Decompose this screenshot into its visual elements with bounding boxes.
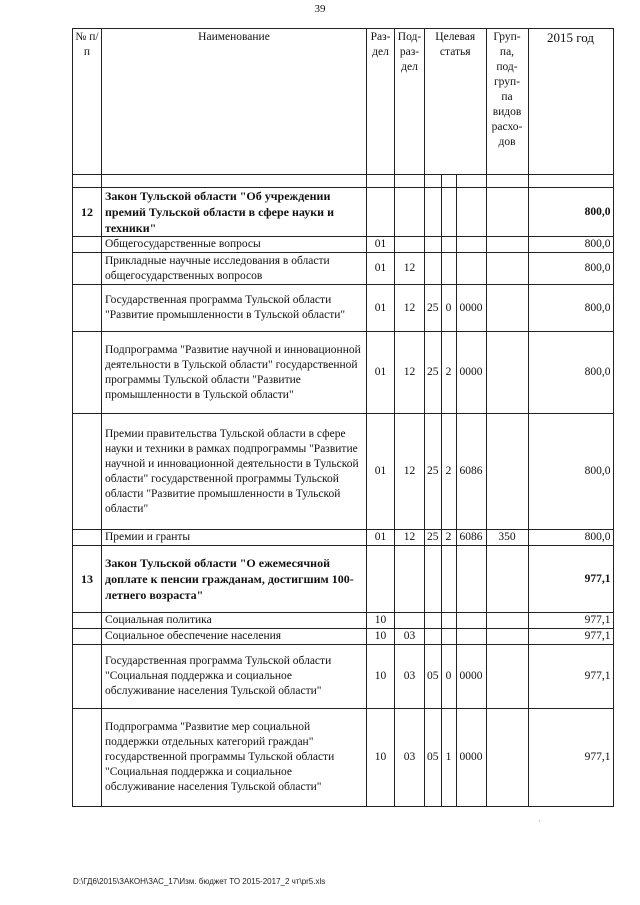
row-podrazdel — [395, 237, 425, 253]
row-razdel: 01 — [367, 530, 395, 546]
row-target-subprogram — [441, 237, 456, 253]
row-podrazdel: 03 — [395, 645, 425, 709]
row-target-direction: 6086 — [456, 530, 486, 546]
budget-table — [72, 28, 614, 807]
row-podrazdel: 12 — [395, 285, 425, 332]
row-target-direction — [456, 629, 486, 645]
row-target-direction: 6086 — [456, 414, 486, 530]
row-name: Подпрограмма "Развитие мер социальной поддержки отдельных категорий граждан" государственной программы Тульской области "Социальная поддержка и социальное обслуживание населения Тульской области" — [102, 709, 367, 807]
scan-mark: · — [538, 817, 541, 826]
row-target-direction: 0000 — [456, 332, 486, 414]
row-expense-group — [486, 332, 528, 414]
row-target-subprogram — [441, 629, 456, 645]
row-amount: 977,1 — [528, 629, 613, 645]
table-row — [73, 332, 614, 414]
row-podrazdel: 12 — [395, 530, 425, 546]
row-podrazdel: 12 — [395, 332, 425, 414]
row-podrazdel: 12 — [395, 253, 425, 285]
row-amount: 800,0 — [528, 237, 613, 253]
table-row — [73, 414, 614, 530]
row-amount: 800,0 — [528, 332, 613, 414]
row-target-direction — [456, 613, 486, 629]
header-target-article: Целевая статья — [425, 29, 487, 175]
row-name: Социальная политика — [102, 613, 367, 629]
row-expense-group — [486, 613, 528, 629]
row-target-direction: 0000 — [456, 285, 486, 332]
row-razdel — [367, 546, 395, 613]
row-name: Общегосударственные вопросы — [102, 237, 367, 253]
table-row — [73, 530, 614, 546]
row-target-program: 25 — [425, 530, 442, 546]
table-row — [73, 645, 614, 709]
row-target-program: 25 — [425, 285, 442, 332]
row-amount: 977,1 — [528, 709, 613, 807]
row-target-direction — [456, 546, 486, 613]
row-razdel: 10 — [367, 613, 395, 629]
row-target-program: 05 — [425, 709, 442, 807]
row-expense-group — [486, 285, 528, 332]
row-target-program — [425, 237, 442, 253]
row-podrazdel — [395, 546, 425, 613]
table-row — [73, 285, 614, 332]
row-razdel: 01 — [367, 253, 395, 285]
row-expense-group — [486, 237, 528, 253]
row-target-subprogram — [441, 253, 456, 285]
row-podrazdel: 12 — [395, 414, 425, 530]
row-razdel: 10 — [367, 709, 395, 807]
header-num: № п/п — [73, 29, 102, 175]
row-target-program — [425, 546, 442, 613]
row-target-program — [425, 253, 442, 285]
row-name: Социальное обеспечение населения — [102, 629, 367, 645]
row-expense-group — [486, 414, 528, 530]
row-name: Премии правительства Тульской области в сфере науки и техники в рамках подпрограммы "Развитие научной и инновационной деятельности в Тульской области" государственной программы Тульской области "Развитие промышленности в Тульской области" — [102, 414, 367, 530]
row-name: Премии и гранты — [102, 530, 367, 546]
row-amount: 800,0 — [528, 530, 613, 546]
table-row — [73, 709, 614, 807]
table-row — [73, 546, 614, 613]
row-target-subprogram — [441, 546, 456, 613]
row-podrazdel: 03 — [395, 709, 425, 807]
row-expense-group: 350 — [486, 530, 528, 546]
table-row — [73, 188, 614, 237]
row-name: Закон Тульской области "Об учреждении премий Тульской области в сфере науки и техники" — [102, 188, 367, 237]
row-amount: 977,1 — [528, 546, 613, 613]
page-number: 39 — [314, 3, 326, 15]
row-target-program: 25 — [425, 414, 442, 530]
row-expense-group — [486, 709, 528, 807]
row-number: 12 — [73, 188, 102, 237]
row-razdel: 01 — [367, 332, 395, 414]
row-target-direction — [456, 237, 486, 253]
row-expense-group — [486, 188, 528, 237]
table-row — [73, 613, 614, 629]
row-podrazdel — [395, 188, 425, 237]
row-target-subprogram: 0 — [441, 645, 456, 709]
row-amount: 800,0 — [528, 253, 613, 285]
header-expense-group: Груп-па, под-груп-па видов расхо-дов — [486, 29, 528, 175]
header-podrazdel: Под-раз-дел — [395, 29, 425, 175]
row-target-program — [425, 613, 442, 629]
row-amount: 800,0 — [528, 414, 613, 530]
row-razdel: 01 — [367, 414, 395, 530]
row-expense-group — [486, 546, 528, 613]
row-name: Государственная программа Тульской области "Развитие промышленности в Тульской области" — [102, 285, 367, 332]
row-target-program — [425, 629, 442, 645]
row-target-subprogram: 0 — [441, 285, 456, 332]
file-path-footer: D:\ГД6\2015\ЗАКОН\ЗАС_17\Изм. бюджет ТО 2015-2017_2 чт\pr5.xls — [73, 877, 326, 886]
row-target-direction — [456, 253, 486, 285]
header-row — [73, 29, 614, 175]
row-razdel: 01 — [367, 285, 395, 332]
row-razdel — [367, 188, 395, 237]
row-target-program: 25 — [425, 332, 442, 414]
row-number: 13 — [73, 546, 102, 613]
row-amount: 800,0 — [528, 188, 613, 237]
row-target-subprogram: 2 — [441, 530, 456, 546]
row-podrazdel — [395, 613, 425, 629]
row-target-program: 05 — [425, 645, 442, 709]
row-target-subprogram: 2 — [441, 332, 456, 414]
header-razdel: Раз-дел — [367, 29, 395, 175]
table-row — [73, 237, 614, 253]
table-row — [73, 629, 614, 645]
row-target-subprogram — [441, 188, 456, 237]
row-expense-group — [486, 629, 528, 645]
row-target-subprogram: 2 — [441, 414, 456, 530]
row-name: Государственная программа Тульской области "Социальная поддержка и социальное обслуживание населения Тульской области" — [102, 645, 367, 709]
row-target-subprogram — [441, 613, 456, 629]
row-razdel: 01 — [367, 237, 395, 253]
row-target-direction — [456, 188, 486, 237]
row-podrazdel: 03 — [395, 629, 425, 645]
row-amount: 800,0 — [528, 285, 613, 332]
row-name: Прикладные научные исследования в области общегосударственных вопросов — [102, 253, 367, 285]
row-target-direction: 0000 — [456, 645, 486, 709]
row-razdel: 10 — [367, 629, 395, 645]
header-year: 2015 год — [528, 29, 613, 175]
row-name: Закон Тульской области "О ежемесячной доплате к пенсии гражданам, достигшим 100-летнего возраста" — [102, 546, 367, 613]
spacer-row — [73, 175, 614, 188]
row-target-direction: 0000 — [456, 709, 486, 807]
row-target-subprogram: 1 — [441, 709, 456, 807]
header-name: Наименование — [102, 29, 367, 175]
row-expense-group — [486, 645, 528, 709]
table-row — [73, 253, 614, 285]
row-amount: 977,1 — [528, 613, 613, 629]
row-name: Подпрограмма "Развитие научной и инновационной деятельности в Тульской области" государственной программы Тульской области "Развитие промышленности в Тульской области" — [102, 332, 367, 414]
row-razdel: 10 — [367, 645, 395, 709]
row-amount: 977,1 — [528, 645, 613, 709]
row-target-program — [425, 188, 442, 237]
row-expense-group — [486, 253, 528, 285]
